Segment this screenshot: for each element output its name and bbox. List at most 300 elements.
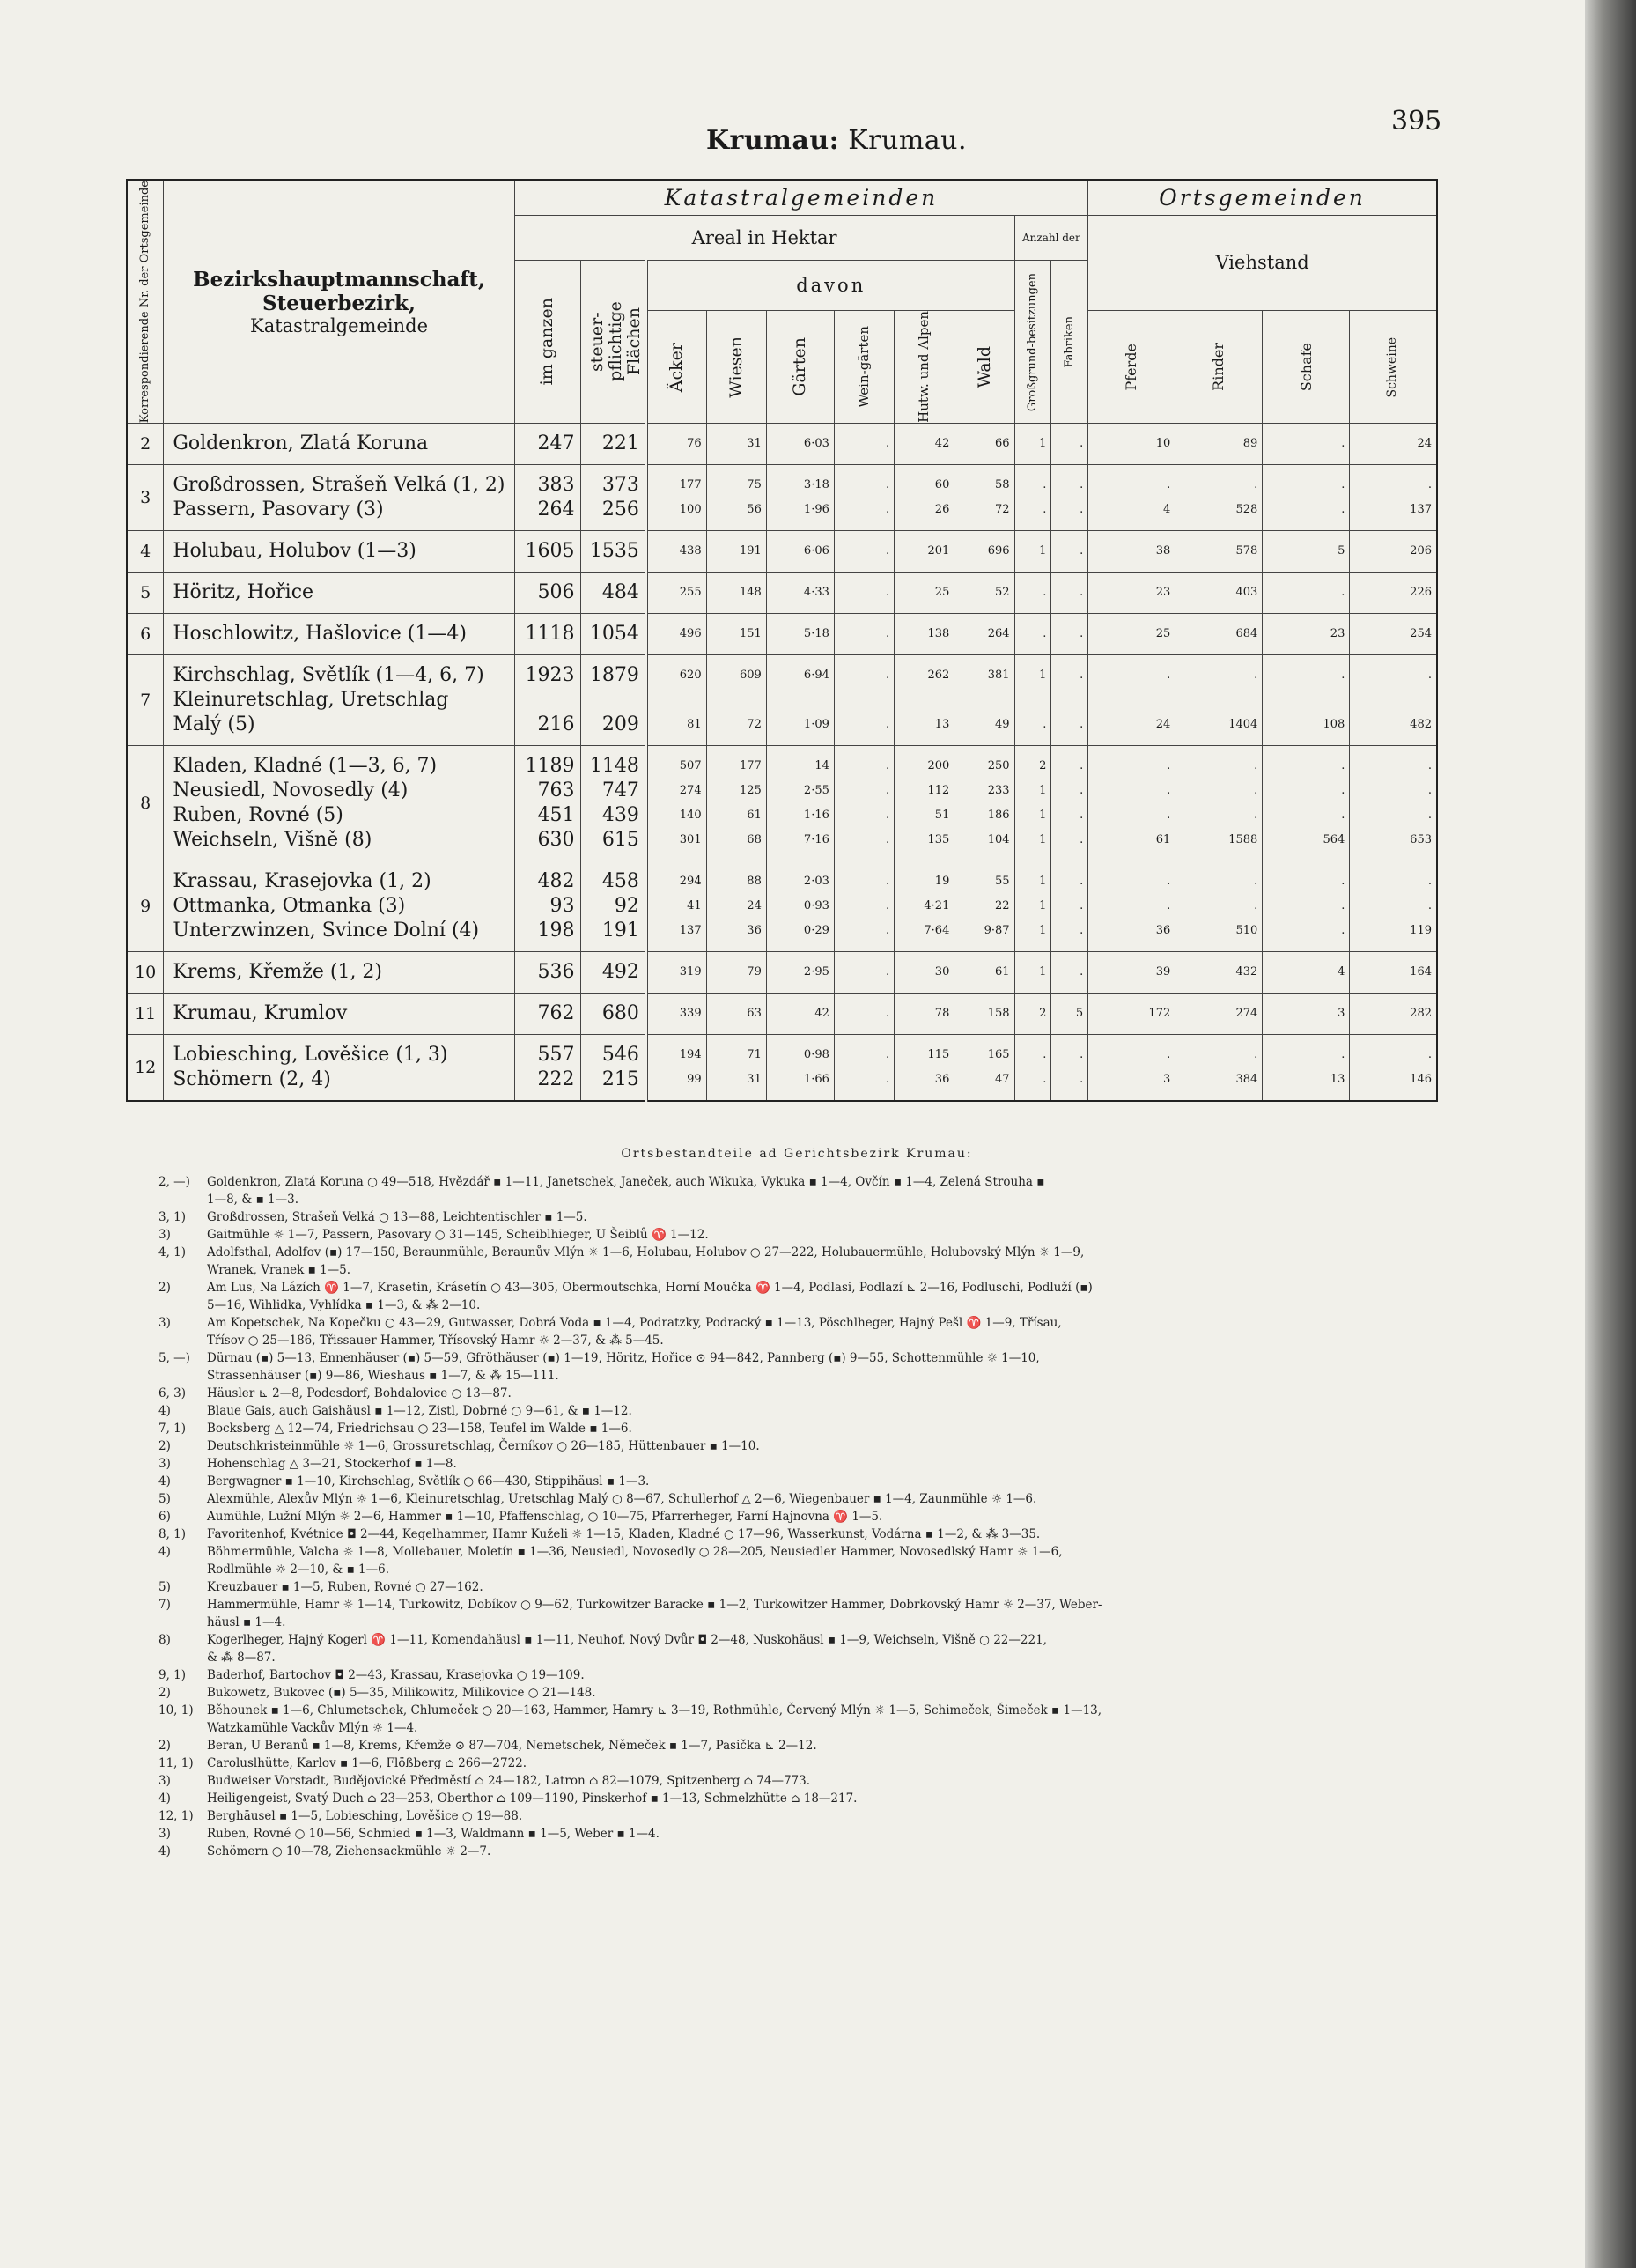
table-row xyxy=(127,573,1437,614)
cell-rinder xyxy=(1175,424,1263,465)
value-gross: 1 xyxy=(1039,875,1047,889)
cell-schweine xyxy=(1350,424,1437,465)
footnote-ref: 11, 1) xyxy=(158,1756,194,1770)
katastral-name: Hoschlowitz, Hašlovice (1—4) xyxy=(173,623,467,646)
value-pferde: 25 xyxy=(1155,627,1171,641)
value-wiesen: 36 xyxy=(747,924,762,938)
katastral-name: Kladen, Kladné (1—3, 6, 7) xyxy=(173,755,438,778)
cell-rinder xyxy=(1175,465,1263,531)
footnote-text: & ⁂ 8—87. xyxy=(207,1651,276,1665)
footnote-ref: 2, —) xyxy=(158,1175,190,1189)
footnote-line xyxy=(158,1385,1435,1402)
value-gaerten: 0·93 xyxy=(803,899,829,913)
katastral-name: Krassau, Krasejovka (1, 2) xyxy=(173,870,431,893)
katastral-name: Krumau, Krumlov xyxy=(173,1002,348,1025)
cell-acker xyxy=(646,655,706,746)
footnote-line xyxy=(158,1191,1435,1208)
value-hutw: 138 xyxy=(927,627,950,641)
value-schweine: 254 xyxy=(1410,627,1432,641)
footnote-ref: 2) xyxy=(158,1739,171,1753)
value-wein: . xyxy=(885,437,890,451)
value-gross: . xyxy=(1043,478,1047,492)
value-acker: 255 xyxy=(679,586,702,600)
footnote-text: Baderhof, Bartochov ◘ 2—43, Krassau, Krasejovka ○ 19—109. xyxy=(207,1668,585,1682)
header-wald: Wald xyxy=(954,311,1014,424)
footnote-text: Kreuzbauer ▪ 1—5, Ruben, Rovné ○ 27—162. xyxy=(207,1580,483,1594)
row-nr: 6 xyxy=(127,614,164,655)
value-wein: . xyxy=(885,627,890,641)
value-rinder: . xyxy=(1254,784,1258,798)
value-steuer: 1535 xyxy=(589,540,639,563)
header-hutw: Hutw. und Alpen xyxy=(895,311,954,424)
cell-schweine xyxy=(1350,994,1437,1035)
row-nr: 5 xyxy=(127,573,164,614)
footnote-text: Hohenschlag △ 3—21, Stockerhof ▪ 1—8. xyxy=(207,1457,457,1471)
row-nr: 8 xyxy=(127,746,164,861)
cell-ganz xyxy=(514,573,580,614)
value-wiesen: 609 xyxy=(740,669,762,683)
value-schafe: 4 xyxy=(1338,965,1345,979)
value-wein: . xyxy=(885,586,890,600)
cell-schweine xyxy=(1350,746,1437,861)
value-pferde: . xyxy=(1167,784,1171,798)
cell-wald xyxy=(954,573,1014,614)
value-wein: . xyxy=(885,899,890,913)
cell-schafe xyxy=(1263,573,1350,614)
value-steuer: 1054 xyxy=(589,623,639,646)
cell-gaerten xyxy=(766,861,834,952)
cell-gross xyxy=(1014,746,1051,861)
cell-fab xyxy=(1051,861,1088,952)
value-gross xyxy=(1015,688,1047,713)
statistics-table-wrap xyxy=(126,179,1438,1112)
cell-gaerten xyxy=(766,994,834,1035)
cell-gaerten xyxy=(766,746,834,861)
value-fab: . xyxy=(1080,924,1084,938)
katastral-name: Krems, Křemže (1, 2) xyxy=(173,961,383,984)
value-steuer: 221 xyxy=(601,432,639,455)
value-gaerten: 1·66 xyxy=(803,1073,829,1087)
value-rinder: . xyxy=(1254,759,1258,773)
value-fab: . xyxy=(1080,437,1084,451)
cell-wald xyxy=(954,465,1014,531)
value-pferde: . xyxy=(1167,809,1171,823)
table-row xyxy=(127,746,1437,861)
value-ganz: 1605 xyxy=(525,540,575,563)
cell-rinder xyxy=(1175,861,1263,952)
value-schafe: 108 xyxy=(1323,718,1345,732)
cell-acker xyxy=(646,531,706,573)
value-hutw: 78 xyxy=(934,1007,950,1021)
cell-pferde xyxy=(1088,1035,1175,1102)
cell-gaerten xyxy=(766,531,834,573)
table-row xyxy=(127,531,1437,573)
cell-pferde xyxy=(1088,952,1175,994)
value-acker xyxy=(648,688,702,713)
cell-wein xyxy=(834,952,894,994)
footnote-line xyxy=(158,1261,1435,1279)
value-wein: . xyxy=(885,965,890,979)
value-schafe: . xyxy=(1341,924,1345,938)
footnote-ref: 2) xyxy=(158,1439,171,1453)
value-steuer: 256 xyxy=(601,499,639,521)
value-gaerten: 7·16 xyxy=(803,833,829,847)
cell-pferde xyxy=(1088,614,1175,655)
value-schweine: . xyxy=(1427,784,1432,798)
value-rinder: 403 xyxy=(1235,586,1258,600)
footnote-ref: 3) xyxy=(158,1316,171,1330)
value-wald: 49 xyxy=(995,718,1010,732)
value-steuer: 1879 xyxy=(589,664,639,687)
footnote-line xyxy=(158,1314,1435,1332)
value-wald: 9·87 xyxy=(984,924,1010,938)
value-pferde: 172 xyxy=(1148,1007,1171,1021)
cell-gaerten xyxy=(766,573,834,614)
value-acker: 177 xyxy=(679,478,702,492)
value-rinder: . xyxy=(1254,899,1258,913)
header-kat-group: Katastralgemeinden xyxy=(514,180,1087,215)
cell-schweine xyxy=(1350,952,1437,994)
value-fab: . xyxy=(1080,875,1084,889)
value-steuer: 492 xyxy=(601,961,639,984)
footnote-text: Kogerlheger, Hajný Kogerl ♈ 1—11, Komendahäusl ▪ 1—11, Neuhof, Nový Dvůr ◘ 2—48, Nuskohäusl ▪ 1—9, Weichseln, Višně ○ 22—221, xyxy=(207,1633,1047,1647)
value-pferde: 24 xyxy=(1155,718,1171,732)
cell-fab xyxy=(1051,1035,1088,1102)
cell-hutw xyxy=(895,424,954,465)
page-number: 395 xyxy=(1391,106,1442,137)
value-ganz: 557 xyxy=(537,1044,575,1067)
cell-gross xyxy=(1014,424,1051,465)
footnote-line xyxy=(158,1843,1435,1860)
value-gaerten: 14 xyxy=(814,759,829,773)
footnote-text: Großdrossen, Strašeň Velká ○ 13—88, Leichtentischler ▪ 1—5. xyxy=(207,1210,587,1224)
value-fab: . xyxy=(1080,669,1084,683)
cell-ganz xyxy=(514,531,580,573)
cell-acker xyxy=(646,994,706,1035)
footnote-text: Watzkamühle Vackův Mlýn ☼ 1—4. xyxy=(207,1721,418,1735)
cell-hutw xyxy=(895,655,954,746)
cell-wald xyxy=(954,655,1014,746)
row-nr: 2 xyxy=(127,424,164,465)
cell-pferde xyxy=(1088,994,1175,1035)
value-wald: 264 xyxy=(987,627,1010,641)
value-schweine: . xyxy=(1427,875,1432,889)
value-schweine xyxy=(1350,688,1432,713)
value-wald: 61 xyxy=(995,965,1010,979)
footnote-text: Bocksberg △ 12—74, Friedrichsau ○ 23—158, Teufel im Walde ▪ 1—6. xyxy=(207,1422,632,1436)
cell-pferde xyxy=(1088,573,1175,614)
value-acker: 194 xyxy=(679,1048,702,1062)
table-row xyxy=(127,1035,1437,1102)
header-orts-group: Ortsgemeinden xyxy=(1088,180,1437,215)
value-wiesen: 31 xyxy=(747,437,762,451)
value-steuer: 209 xyxy=(601,713,639,736)
value-ganz: 222 xyxy=(537,1068,575,1091)
value-ganz: 536 xyxy=(537,961,575,984)
cell-schafe xyxy=(1263,994,1350,1035)
value-acker: 301 xyxy=(679,833,702,847)
footnote-line xyxy=(158,1367,1435,1385)
footnote-text: Bergwagner ▪ 1—10, Kirchschlag, Světlík ○ 66—430, Stippihäusl ▪ 1—3. xyxy=(207,1474,650,1489)
cell-wein xyxy=(834,861,894,952)
value-wein: . xyxy=(885,833,890,847)
value-wiesen xyxy=(707,688,762,713)
cell-wiesen xyxy=(706,655,766,746)
footnote-line xyxy=(158,1561,1435,1578)
cell-fab xyxy=(1051,465,1088,531)
value-fab: . xyxy=(1080,809,1084,823)
value-wein: . xyxy=(885,1007,890,1021)
value-ganz: 383 xyxy=(537,474,575,497)
footnote-text: Hammermühle, Hamr ☼ 1—14, Turkowitz, Dobíkov ○ 9—62, Turkowitzer Baracke ▪ 1—2, Turkowitzer Hammer, Dobrkovský Hamr ☼ 2—37, Weber- xyxy=(207,1598,1102,1612)
footnote-line xyxy=(158,1755,1435,1772)
value-pferde: 38 xyxy=(1155,544,1171,558)
footnote-ref: 3) xyxy=(158,1228,171,1242)
footnote-line xyxy=(158,1684,1435,1702)
cell-ganz xyxy=(514,465,580,531)
value-steuer: 546 xyxy=(601,1044,639,1067)
footnote-ref: 4, 1) xyxy=(158,1245,187,1260)
cell-pferde xyxy=(1088,424,1175,465)
value-wiesen: 24 xyxy=(747,899,762,913)
value-acker: 137 xyxy=(679,924,702,938)
value-rinder: . xyxy=(1254,669,1258,683)
footnote-ref: 3) xyxy=(158,1827,171,1841)
header-grossgrund: Großgrund-besitzungen xyxy=(1014,260,1051,423)
value-schweine: 206 xyxy=(1410,544,1432,558)
value-ganz: 630 xyxy=(537,829,575,852)
value-rinder xyxy=(1175,688,1257,713)
value-ganz: 1923 xyxy=(525,664,575,687)
cell-acker xyxy=(646,614,706,655)
value-steuer xyxy=(581,688,639,713)
katastral-name: Schömern (2, 4) xyxy=(173,1068,331,1091)
value-gaerten: 1·96 xyxy=(803,503,829,517)
value-schafe: . xyxy=(1341,759,1345,773)
value-gross: 1 xyxy=(1039,809,1047,823)
value-gaerten: 1·16 xyxy=(803,809,829,823)
cell-ganz xyxy=(514,861,580,952)
cell-gross xyxy=(1014,994,1051,1035)
footnote-ref: 3, 1) xyxy=(158,1210,187,1224)
value-wein xyxy=(835,688,889,713)
row-names xyxy=(164,952,514,994)
value-wald: 696 xyxy=(987,544,1010,558)
cell-wein xyxy=(834,1035,894,1102)
value-schafe: . xyxy=(1341,437,1345,451)
row-nr: 3 xyxy=(127,465,164,531)
row-names xyxy=(164,614,514,655)
value-ganz: 1189 xyxy=(525,755,575,778)
value-wald: 250 xyxy=(987,759,1010,773)
footnote-text: Favoritenhof, Kvétnice ◘ 2—44, Kegelhammer, Hamr Kuželi ☼ 1—15, Kladen, Kladné ○ 17—96, Wasserkunst, Vodárna ▪ 1—2, & ⁂ 3—35. xyxy=(207,1527,1041,1541)
katastral-name: Holubau, Holubov (1—3) xyxy=(173,540,416,563)
cell-acker xyxy=(646,573,706,614)
value-gaerten: 42 xyxy=(814,1007,829,1021)
footnote-ref: 3) xyxy=(158,1457,171,1471)
cell-fab xyxy=(1051,614,1088,655)
value-wald: 66 xyxy=(995,437,1010,451)
value-acker: 76 xyxy=(687,437,702,451)
value-hutw: 13 xyxy=(934,718,950,732)
cell-acker xyxy=(646,952,706,994)
cell-gross xyxy=(1014,952,1051,994)
value-hutw xyxy=(895,688,949,713)
cell-steuer xyxy=(580,655,646,746)
row-names xyxy=(164,861,514,952)
cell-ganz xyxy=(514,994,580,1035)
footnote-text: Berghäusel ▪ 1—5, Lobiesching, Lověšice ○ 19—88. xyxy=(207,1809,523,1823)
value-wiesen: 72 xyxy=(747,718,762,732)
cell-hutw xyxy=(895,573,954,614)
value-steuer: 439 xyxy=(601,804,639,827)
value-gaerten: 1·09 xyxy=(803,718,829,732)
value-wiesen: 151 xyxy=(740,627,762,641)
footnote-ref: 2) xyxy=(158,1686,171,1700)
katastral-name: Unterzwinzen, Svince Dolní (4) xyxy=(173,920,480,942)
value-gross: . xyxy=(1043,586,1047,600)
cell-pferde xyxy=(1088,465,1175,531)
cell-acker xyxy=(646,746,706,861)
value-schweine: 282 xyxy=(1410,1007,1432,1021)
footnote-line xyxy=(158,1402,1435,1420)
value-schafe: . xyxy=(1341,669,1345,683)
cell-schafe xyxy=(1263,1035,1350,1102)
header-steuerpfl: steuer-pflichtige Flächen xyxy=(580,260,646,423)
value-gaerten: 3·18 xyxy=(803,478,829,492)
value-rinder: 684 xyxy=(1235,627,1258,641)
footnote-ref: 12, 1) xyxy=(158,1809,194,1823)
value-hutw: 4·21 xyxy=(924,899,950,913)
value-gross: 1 xyxy=(1039,924,1047,938)
value-ganz: 247 xyxy=(537,432,575,455)
cell-ganz xyxy=(514,746,580,861)
value-gross: 1 xyxy=(1039,437,1047,451)
cell-ganz xyxy=(514,952,580,994)
footnote-ref: 5, —) xyxy=(158,1351,190,1365)
table-row xyxy=(127,952,1437,994)
cell-wiesen xyxy=(706,1035,766,1102)
katastral-name: Goldenkron, Zlatá Koruna xyxy=(173,432,429,455)
cell-pferde xyxy=(1088,531,1175,573)
value-fab: . xyxy=(1080,759,1084,773)
cell-steuer xyxy=(580,952,646,994)
footnote-line xyxy=(158,1543,1435,1561)
cell-wiesen xyxy=(706,573,766,614)
value-acker: 41 xyxy=(687,899,702,913)
footnote-text: Goldenkron, Zlatá Koruna ○ 49—518, Hvězdář ▪ 1—11, Janetschek, Janeček, auch Wikuka, Vykuka ▪ 1—4, Ovčín ▪ 1—4, Zelená Strouha ▪ xyxy=(207,1175,1045,1189)
header-im-ganzen: im ganzen xyxy=(514,260,580,423)
row-names xyxy=(164,424,514,465)
footnote-line xyxy=(158,1208,1435,1226)
footnote-text: Am Lus, Na Lázích ♈ 1—7, Krasetin, Krásetín ○ 43—305, Obermoutschka, Horní Moučka ♈ 1—4, Podlasi, Podlazí ⊾ 2—16, Podluschi, Podluží (▪) xyxy=(207,1281,1093,1295)
cell-gross xyxy=(1014,465,1051,531)
value-fab: 5 xyxy=(1075,1007,1084,1021)
footnote-line xyxy=(158,1349,1435,1367)
value-acker: 274 xyxy=(679,784,702,798)
footnote-line xyxy=(158,1420,1435,1437)
book-gutter xyxy=(1585,0,1636,2268)
value-rinder: 274 xyxy=(1235,1007,1258,1021)
value-schweine: . xyxy=(1427,1048,1432,1062)
footnote-ref: 10, 1) xyxy=(158,1703,194,1718)
cell-ganz xyxy=(514,655,580,746)
row-nr: 10 xyxy=(127,952,164,994)
value-fab: . xyxy=(1080,478,1084,492)
value-wein: . xyxy=(885,1048,890,1062)
value-schweine: 653 xyxy=(1410,833,1432,847)
footnote-line xyxy=(158,1226,1435,1244)
value-schafe: 5 xyxy=(1338,544,1345,558)
footnote-text: Schömern ○ 10—78, Ziehensackmühle ☼ 2—7. xyxy=(207,1844,491,1858)
footnote-text: Třísov ○ 25—186, Třissauer Hammer, Třísovský Hamr ☼ 2—37, & ⁂ 5—45. xyxy=(207,1333,664,1348)
cell-acker xyxy=(646,424,706,465)
value-schafe: 23 xyxy=(1330,627,1345,641)
footnote-text: häusl ▪ 1—4. xyxy=(207,1615,286,1629)
cell-schafe xyxy=(1263,952,1350,994)
footnote-line xyxy=(158,1825,1435,1843)
value-wein: . xyxy=(885,718,890,732)
cell-wald xyxy=(954,614,1014,655)
value-wiesen: 88 xyxy=(747,875,762,889)
katastral-name: Kleinuretschlag, Uretschlag xyxy=(173,689,449,712)
cell-gross xyxy=(1014,655,1051,746)
cell-wald xyxy=(954,746,1014,861)
value-hutw: 19 xyxy=(934,875,950,889)
footnote-text: Heiligengeist, Svatý Duch ⌂ 23—253, Oberthor ⌂ 109—1190, Pinskerhof ▪ 1—13, Schmelzhütte ⌂ 18—217. xyxy=(207,1791,858,1806)
cell-hutw xyxy=(895,952,954,994)
value-gross: . xyxy=(1043,627,1047,641)
footnote-text: Caroluslhütte, Karlov ▪ 1—6, Flößberg ⌂ 266—2722. xyxy=(207,1756,527,1770)
row-nr: 11 xyxy=(127,994,164,1035)
value-acker: 99 xyxy=(687,1073,702,1087)
value-ganz: 264 xyxy=(537,499,575,521)
cell-wein xyxy=(834,424,894,465)
row-nr: 12 xyxy=(127,1035,164,1102)
cell-acker xyxy=(646,1035,706,1102)
value-gaerten: 6·94 xyxy=(803,669,829,683)
value-pferde: 39 xyxy=(1155,965,1171,979)
footnote-text: Häusler ⊾ 2—8, Podesdorf, Bohdalovice ○ 13—87. xyxy=(207,1386,512,1400)
katastral-name: Weichseln, Višně (8) xyxy=(173,829,372,852)
cell-rinder xyxy=(1175,994,1263,1035)
value-rinder: . xyxy=(1254,875,1258,889)
cell-steuer xyxy=(580,424,646,465)
cell-wein xyxy=(834,994,894,1035)
header-acker: Äcker xyxy=(646,311,706,424)
value-wald: 72 xyxy=(995,503,1010,517)
footnote-text: Dürnau (▪) 5—13, Ennenhäuser (▪) 5—59, Gfröthäuser (▪) 1—19, Höritz, Hořice ⊙ 94—842, Pannberg (▪) 9—55, Schottenmühle ☼ 1—10, xyxy=(207,1351,1040,1365)
value-fab: . xyxy=(1080,1048,1084,1062)
value-schweine: 119 xyxy=(1410,924,1432,938)
value-gaerten: 6·06 xyxy=(803,544,829,558)
cell-steuer xyxy=(580,861,646,952)
value-fab: . xyxy=(1080,627,1084,641)
footnote-ref: 4) xyxy=(158,1791,171,1806)
value-hutw: 201 xyxy=(927,544,950,558)
cell-gaerten xyxy=(766,655,834,746)
header-areal: Areal in Hektar xyxy=(514,215,1014,260)
row-names xyxy=(164,1035,514,1102)
value-schweine: . xyxy=(1427,899,1432,913)
cell-wein xyxy=(834,746,894,861)
value-pferde xyxy=(1088,688,1170,713)
cell-acker xyxy=(646,861,706,952)
katastral-name: Passern, Pasovary (3) xyxy=(173,499,384,521)
footnote-text: Alexmühle, Alexův Mlýn ☼ 1—6, Kleinuretschlag, Uretschlag Malý ○ 8—67, Schullerhof △ 2—6, Wiegenbauer ▪ 1—4, Zaunmühle ☼ 1—6. xyxy=(207,1492,1037,1506)
cell-gaerten xyxy=(766,424,834,465)
cell-rinder xyxy=(1175,655,1263,746)
